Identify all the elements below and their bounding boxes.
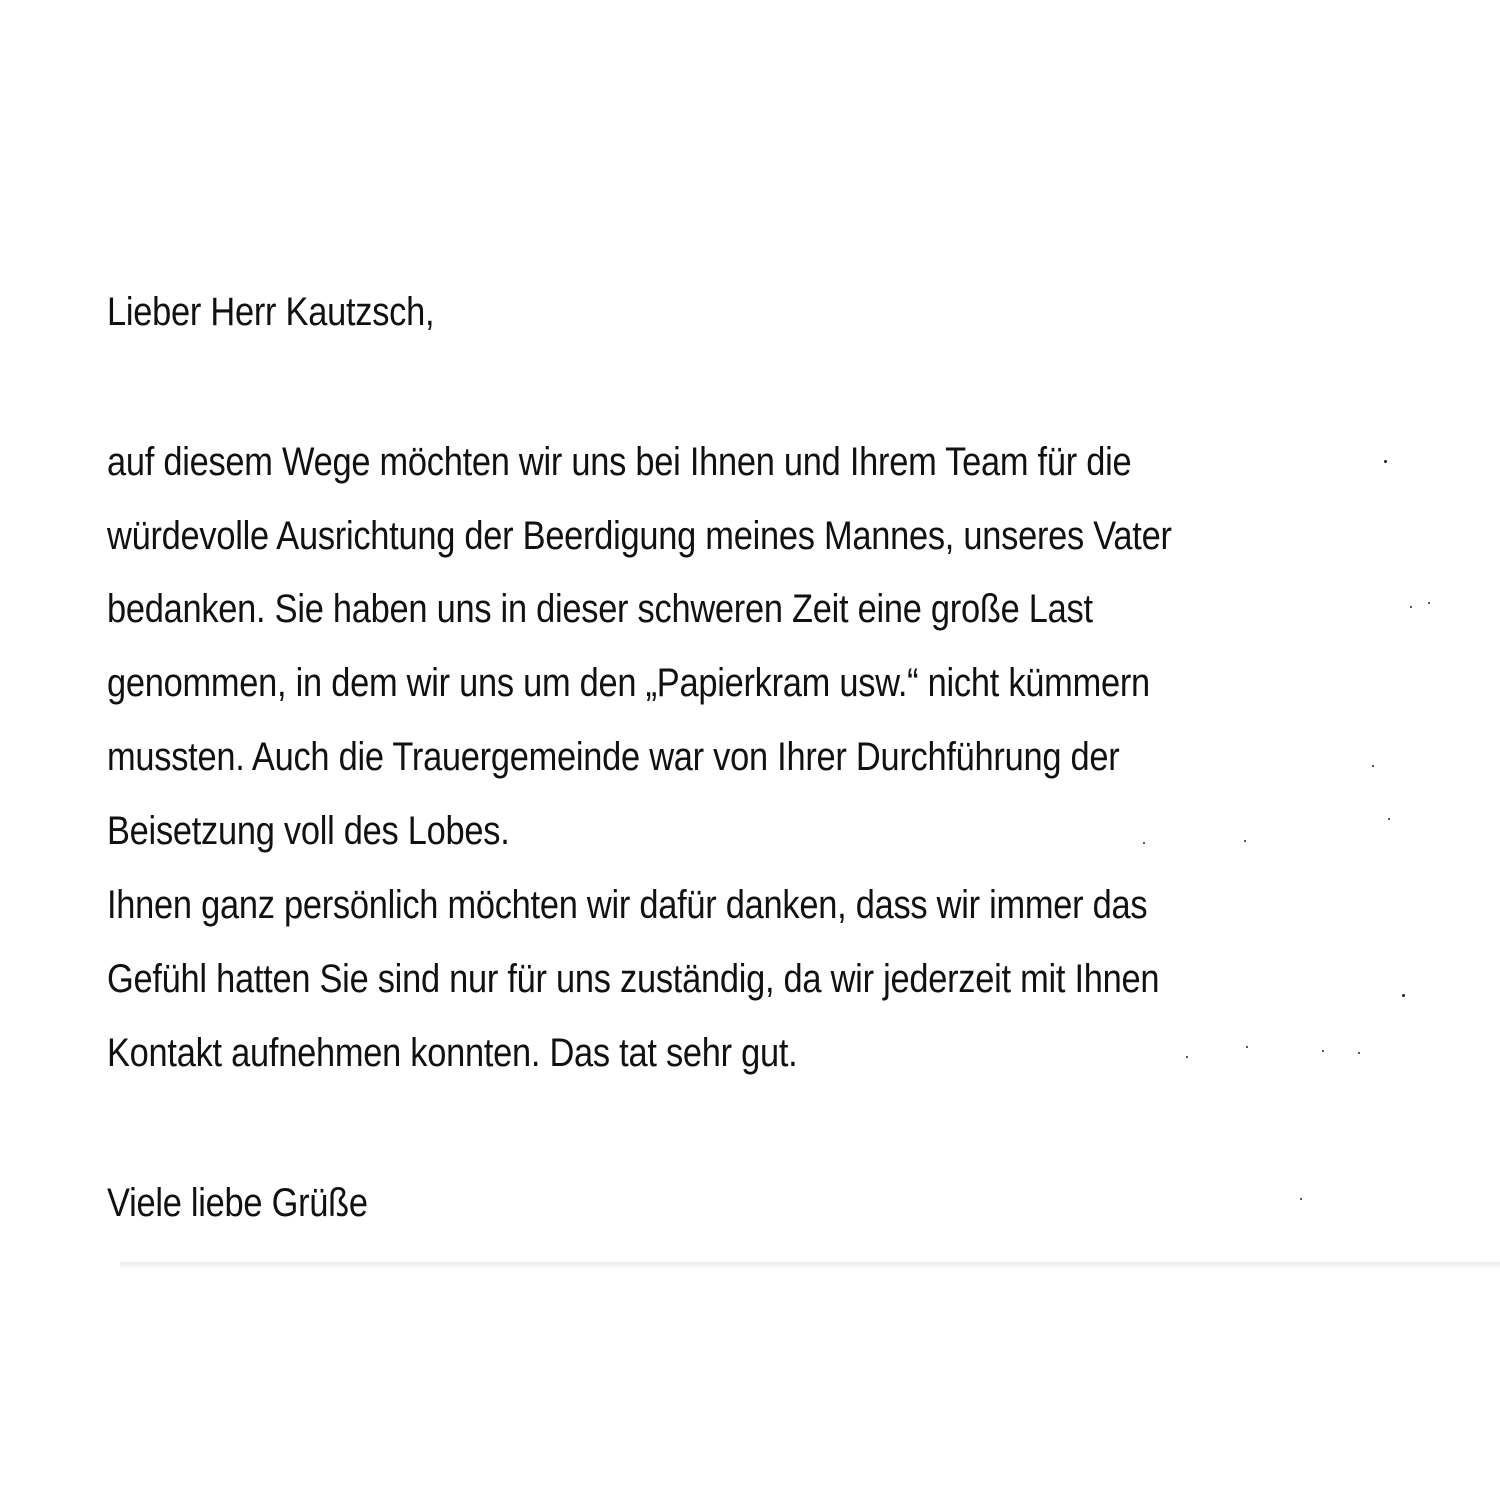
scan-speck bbox=[1244, 840, 1246, 842]
body-line-2: würdevolle Ausrichtung der Beerdigung meines Mannes, unseres Vater bbox=[107, 514, 1172, 558]
scan-speck bbox=[1358, 1052, 1360, 1054]
body-line-8: Gefühl hatten Sie sind nur für uns zuständig, da wir jederzeit mit Ihnen bbox=[107, 957, 1160, 1001]
closing: Viele liebe Grüße bbox=[107, 1181, 368, 1225]
body-line-9: Kontakt aufnehmen konnten. Das tat sehr gut. bbox=[107, 1031, 798, 1075]
scan-speck bbox=[1322, 1050, 1324, 1052]
scan-speck bbox=[1372, 765, 1374, 767]
scan-speck bbox=[1186, 1056, 1188, 1058]
scan-speck bbox=[1384, 460, 1387, 463]
body-line-4: genommen, in dem wir uns um den „Papierkram usw.“ nicht kümmern bbox=[107, 661, 1150, 705]
scan-speck bbox=[1143, 842, 1145, 844]
paper-bottom-edge bbox=[120, 1262, 1500, 1270]
body-line-3: bedanken. Sie haben uns in dieser schweren Zeit eine große Last bbox=[107, 587, 1093, 631]
scan-speck bbox=[1300, 1198, 1302, 1200]
salutation: Lieber Herr Kautzsch, bbox=[107, 290, 435, 334]
scan-speck bbox=[1402, 994, 1405, 997]
body-line-6: Beisetzung voll des Lobes. bbox=[107, 809, 510, 853]
body-line-5: mussten. Auch die Trauergemeinde war von Ihrer Durchführung der bbox=[107, 735, 1120, 779]
body-line-7: Ihnen ganz persönlich möchten wir dafür danken, dass wir immer das bbox=[107, 883, 1148, 927]
scan-speck bbox=[1410, 606, 1412, 608]
body-line-1: auf diesem Wege möchten wir uns bei Ihnen und Ihrem Team für die bbox=[107, 440, 1132, 484]
scan-speck bbox=[1388, 818, 1390, 820]
scan-speck bbox=[1428, 602, 1430, 604]
scan-speck bbox=[1246, 1046, 1248, 1048]
